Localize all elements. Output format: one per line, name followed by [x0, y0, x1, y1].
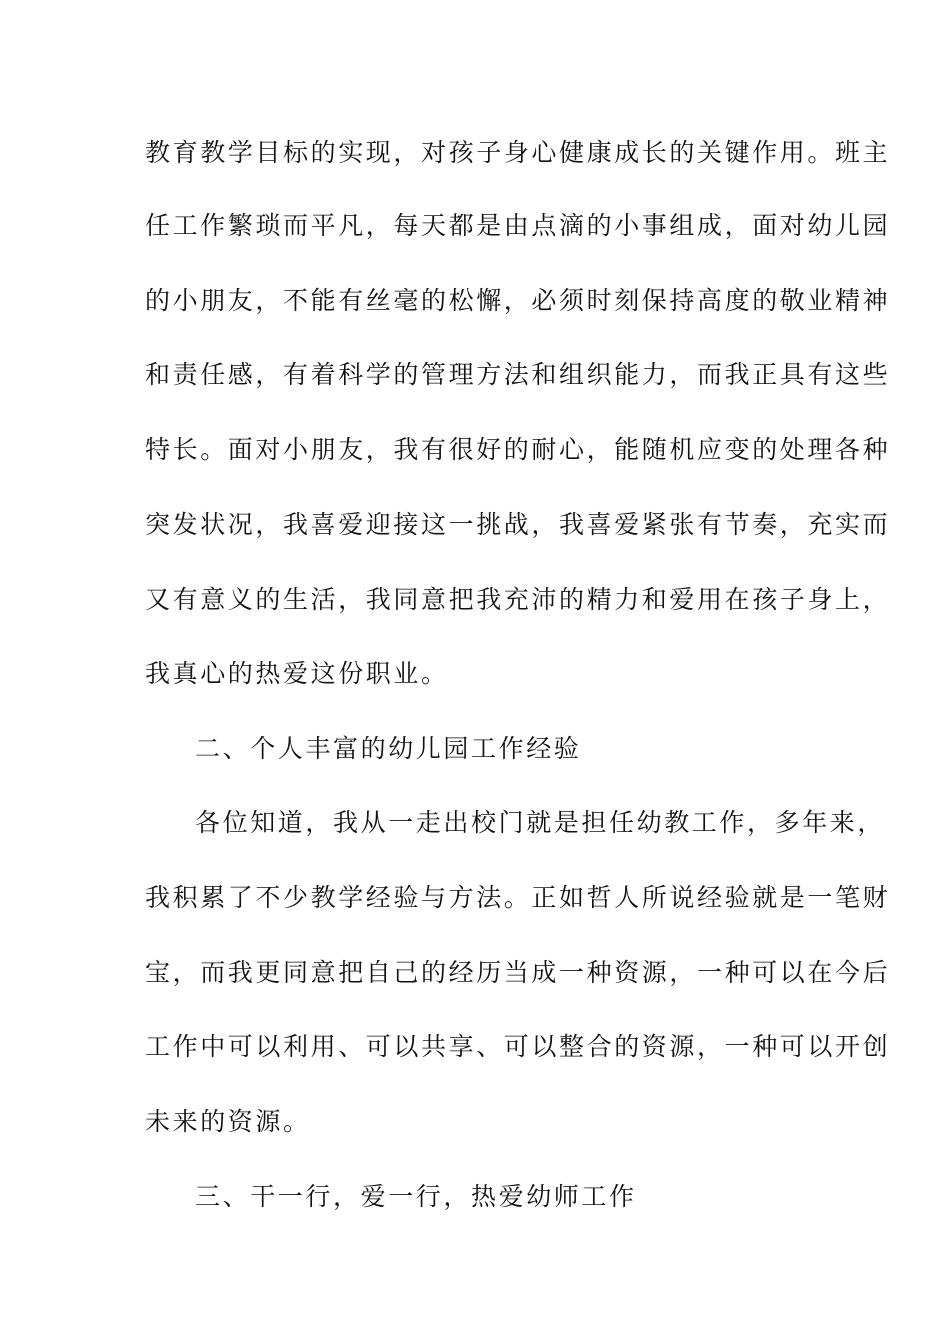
- section-heading: 三、干一行，爱一行，热爱幼师工作: [195, 1182, 637, 1211]
- paragraph-line: 各位知道，我从一走出校门就是担任幼教工作，多年来，: [195, 808, 886, 837]
- paragraph-line: 的小朋友，不能有丝毫的松懈，必须时刻保持高度的敬业精神: [145, 286, 891, 315]
- paragraph-line: 突发状况，我喜爱迎接这一挑战，我喜爱紧张有节奏，充实而: [145, 510, 891, 539]
- section-heading: 二、个人丰富的幼儿园工作经验: [195, 734, 582, 763]
- paragraph-line: 未来的资源。: [145, 1107, 311, 1136]
- paragraph-line: 我真心的热爱这份职业。: [145, 659, 449, 688]
- paragraph-line: 特长。面对小朋友，我有很好的耐心，能随机应变的处理各种: [145, 435, 891, 464]
- paragraph-line: 和责任感，有着科学的管理方法和组织能力，而我正具有这些: [145, 360, 891, 389]
- paragraph-line: 宝，而我更同意把自己的经历当成一种资源，一种可以在今后: [145, 958, 891, 987]
- paragraph-line: 教育教学目标的实现，对孩子身心健康成长的关键作用。班主: [145, 138, 891, 167]
- paragraph-line: 我积累了不少教学经验与方法。正如哲人所说经验就是一笔财: [145, 883, 891, 912]
- paragraph-line: 任工作繁琐而平凡，每天都是由点滴的小事组成，面对幼儿园: [145, 211, 891, 240]
- paragraph-line: 又有意义的生活，我同意把我充沛的精力和爱用在孩子身上，: [145, 585, 891, 614]
- paragraph-line: 工作中可以利用、可以共享、可以整合的资源，一种可以开创: [145, 1032, 891, 1061]
